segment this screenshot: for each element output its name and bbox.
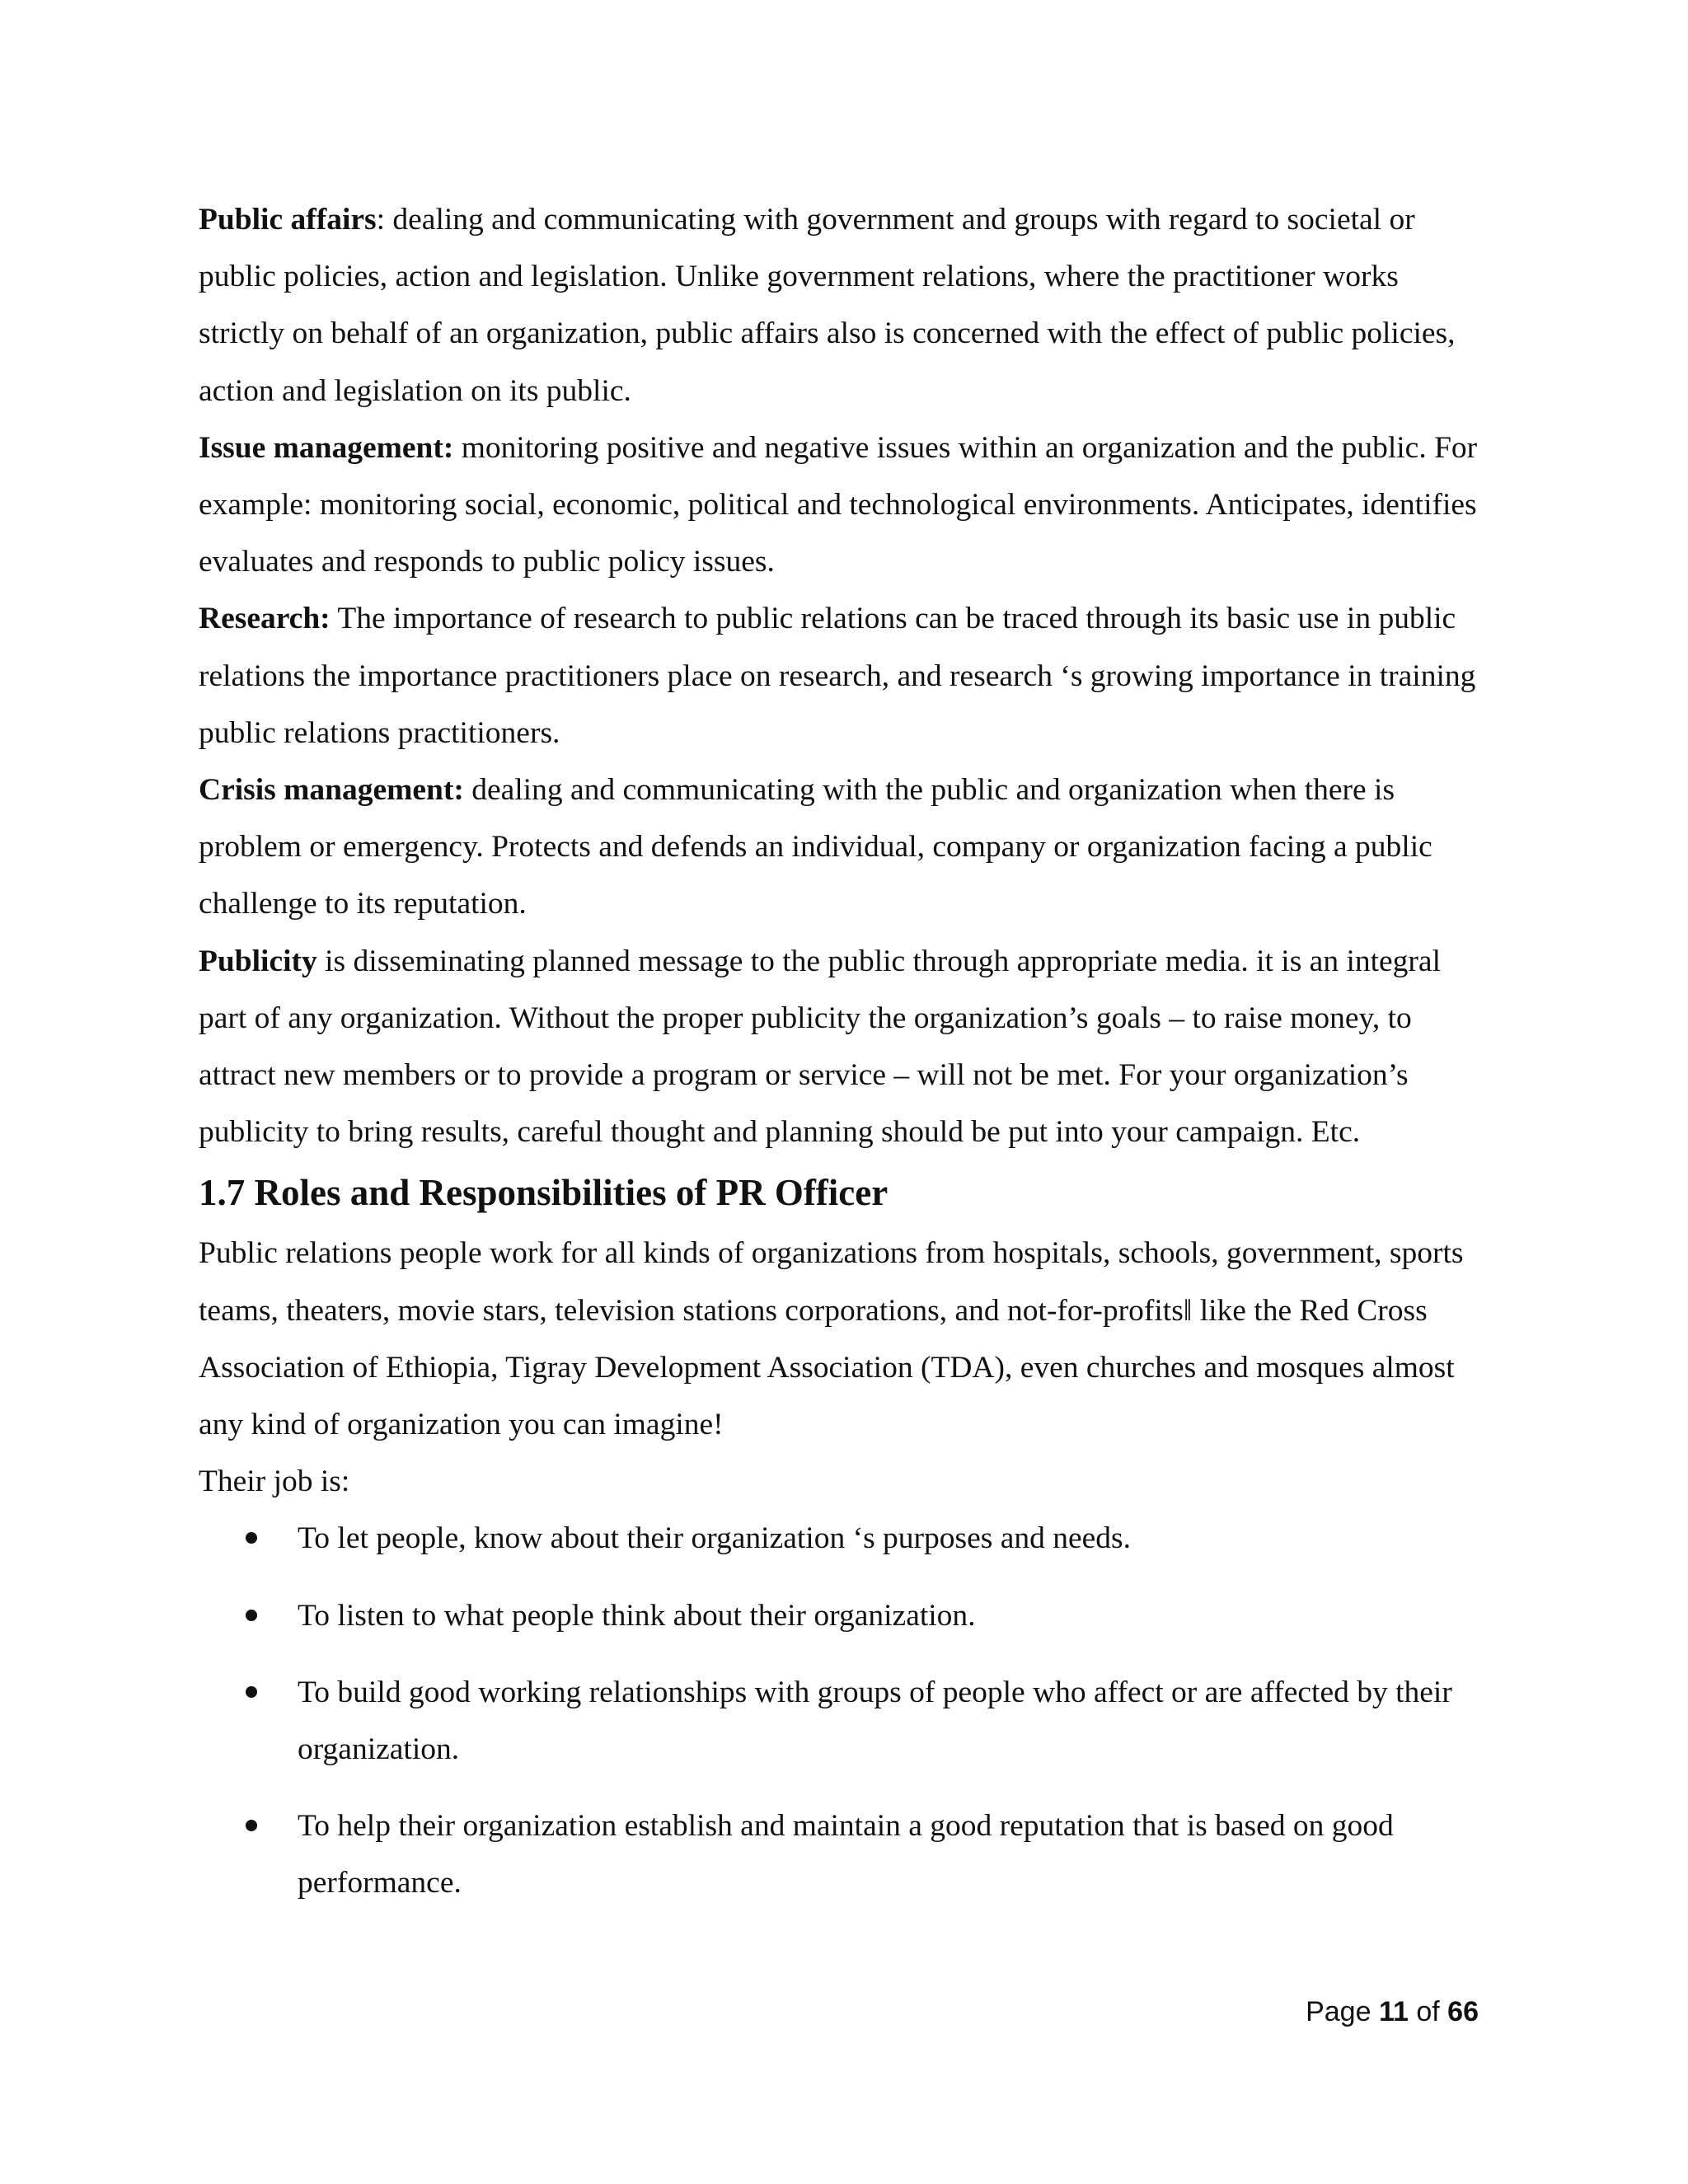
list-item-text: To help their organization establish and maintain a good reputation that is based on good performance. [298, 1809, 1394, 1900]
list-item [199, 1587, 1484, 1644]
page-word: Page [1306, 1996, 1372, 2027]
text-research: The importance of research to public relations can be traced through its basic use in public relations the importance practitioners place on research, and research ‘s growing importance in training public relations practitioners. [199, 602, 1476, 750]
bullet-icon [246, 1532, 257, 1544]
of-word: of [1416, 1996, 1440, 2027]
bullet-icon [246, 1686, 257, 1698]
term-public-affairs: Public affairs [199, 203, 377, 237]
paragraph-crisis-management [199, 762, 1484, 933]
list-item-text: To build good working relationships with groups of people who affect or are affected by their organization. [298, 1675, 1452, 1767]
list-item-text: To let people, know about their organization ‘s purposes and needs. [298, 1521, 1132, 1556]
paragraph-issue-management [199, 419, 1484, 591]
term-crisis-management: Crisis management: [199, 773, 464, 808]
term-issue-management: Issue management: [199, 430, 454, 465]
list-item-text: To listen to what people think about their organization. [298, 1598, 976, 1633]
page-number-footer [1306, 1996, 1479, 2028]
section-lead: Their job is: [199, 1465, 350, 1499]
section-heading: 1.7 Roles and Responsibilities of PR Officer [199, 1172, 889, 1214]
paragraph-public-affairs [199, 191, 1484, 419]
section-intro: Public relations people work for all kinds of organizations from hospitals, schools, government, sports teams, theaters, movie stars, television stations corporations, and not-for-profits‖ like the Red Cross Association of Ethiopia, Tigray Development Association (TDA), even churches and mosques almost any kind of organization you can imagine! [199, 1236, 1464, 1442]
paragraph-research [199, 590, 1484, 762]
list-item [199, 1510, 1484, 1567]
list-item [199, 1797, 1484, 1911]
text-crisis-management: dealing and communicating with the public and organization when there is problem or emergency. Protects and defends an individual, company or organization facing a public challenge to its reputation. [199, 773, 1432, 921]
text-issue-management: monitoring positive and negative issues within an organization and the public. For example: monitoring social, economic, political and technological environments. Anticipates, identifies evaluates and responds to public policy issues. [199, 430, 1478, 579]
term-research: Research: [199, 602, 331, 636]
list-item [199, 1664, 1484, 1778]
total-page-count: 66 [1447, 1996, 1479, 2027]
term-publicity: Publicity [199, 944, 317, 978]
paragraph-publicity [199, 933, 1484, 1161]
bullet-icon [246, 1820, 257, 1831]
job-bullet-list [199, 1510, 1484, 1911]
text-public-affairs: : dealing and communicating with government and groups with regard to societal or public policies, action and legislation. Unlike government relations, where the practitioner works strictly on behalf of an organization, public affairs also is concerned with the effect of public policies, action and legislation on its public. [199, 203, 1456, 408]
page-body [199, 191, 1484, 1912]
current-page-number: 11 [1378, 1996, 1409, 2027]
text-publicity: is disseminating planned message to the public through appropriate media. it is an integral part of any organization. Without the proper publicity the organization’s goals – to raise money, to attract new members or to provide a program or service – will not be met. For your organization’s publicity to bring results, careful thought and planning should be put into your campaign. Etc. [199, 944, 1441, 1150]
bullet-icon [246, 1610, 257, 1621]
